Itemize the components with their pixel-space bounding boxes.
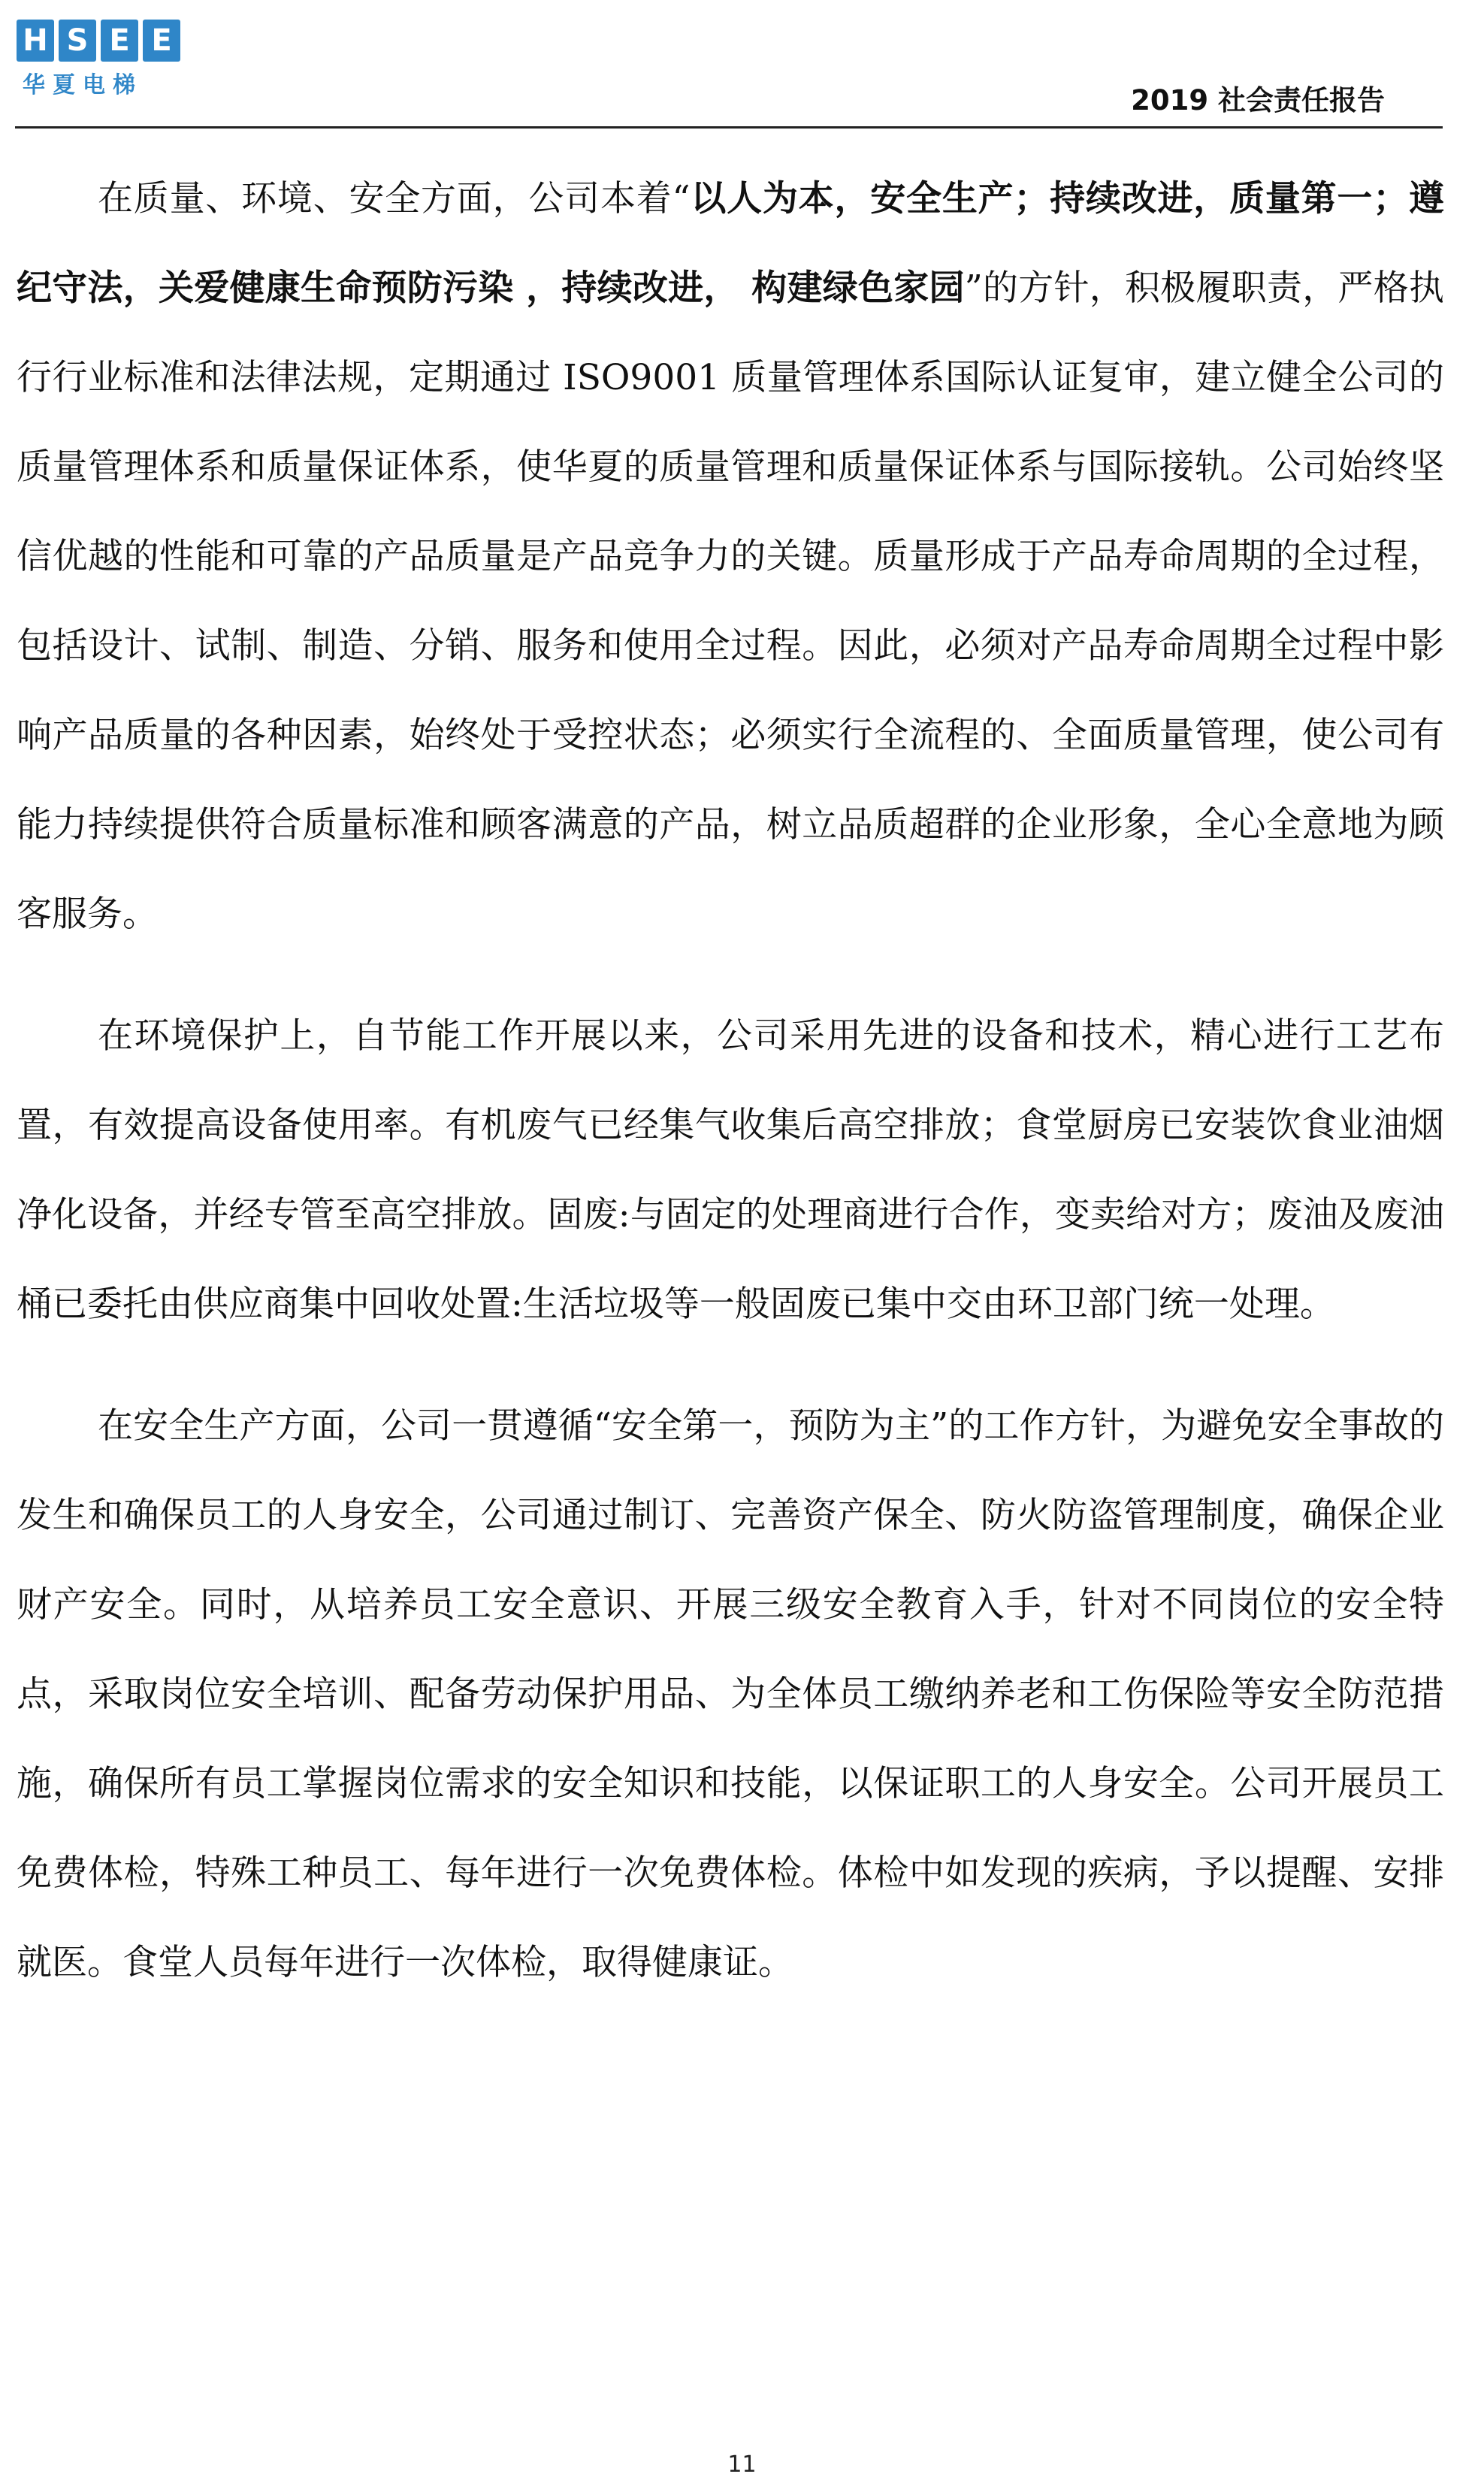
logo-letter: S xyxy=(59,20,96,62)
report-title: 2019 社会责任报告 xyxy=(1131,84,1385,116)
logo-letters xyxy=(17,20,186,62)
body-content xyxy=(17,154,1444,2040)
logo-letter: H xyxy=(17,20,54,62)
logo-letter: E xyxy=(101,20,138,62)
paragraph-safety: 在安全生产方面，公司一贯遵循“安全第一，预防为主”的工作方针，为避免安全事故的发生和确保员工的人身安全，公司通过制订、完善资产保全、防火防盗管理制度，确保企业财产安全。同时，从培养员工安全意识、开展三级安全教育入手，针对不同岗位的安全特点，采取岗位安全培训、配备劳动保护用品、为全体员工缴纳养老和工伤保险等安全防范措施，确保所有员工掌握岗位需求的安全知识和技能，以保证职工的人身安全。公司开展员工免费体检，特殊工种员工、每年进行一次免费体检。体检中如发现的疾病，予以提醒、安排就医。食堂人员每年进行一次体检，取得健康证。 xyxy=(17,1405,1444,1983)
page-header xyxy=(0,0,1484,129)
paragraph-environment: 在环境保护上，自节能工作开展以来，公司采用先进的设备和技术，精心进行工艺布置，有效提高设备使用率。有机废气已经集气收集后高空排放；食堂厨房已安装饮食业油烟净化设备，并经专管至高空排放。固废:与固定的处理商进行合作，变卖给对方；废油及废油桶已委托由供应商集中回收处置:生活垃圾等一般固废已集中交由环卫部门统一处理。 xyxy=(17,1015,1444,1325)
paragraph-quality-policy xyxy=(17,154,1444,959)
company-logo xyxy=(17,20,186,99)
page-number: 11 xyxy=(727,2451,757,2478)
paragraph-lead: 在质量、环境、安全方面，公司本着“ xyxy=(98,178,691,219)
policy-slogan: 以人为本，安全生产；持续改进，质量第一；遵纪守法，关爱健康生命预防污染 ，持续改进， 构建绿色家园 xyxy=(17,178,1445,309)
paragraph-rest: ”的方针，积极履职责，严格执行行业标准和法律法规，定期通过 ISO9001 质量管理体系国际认证复审，建立健全公司的质量管理体系和质量保证体系，使华夏的质量管理和质量保证体系与国际接轨。公司始终坚信优越的性能和可靠的产品质量是产品竞争力的关键。质量形成于产品寿命周期的全过程，包括设计、试制、制造、分销、服务和使用全过程。因此，必须对产品寿命周期全过程中影响产品质量的各种因素，始终处于受控状态；必须实行全流程的、全面质量管理，使公司有能力持续提供符合质量标准和顾客满意的产品，树立品质超群的企业形象，全心全意地为顾客服务。 xyxy=(17,268,1444,935)
logo-subtitle: 华夏电梯 xyxy=(23,72,143,98)
logo-letter: E xyxy=(143,20,180,62)
header-divider xyxy=(15,126,1443,129)
